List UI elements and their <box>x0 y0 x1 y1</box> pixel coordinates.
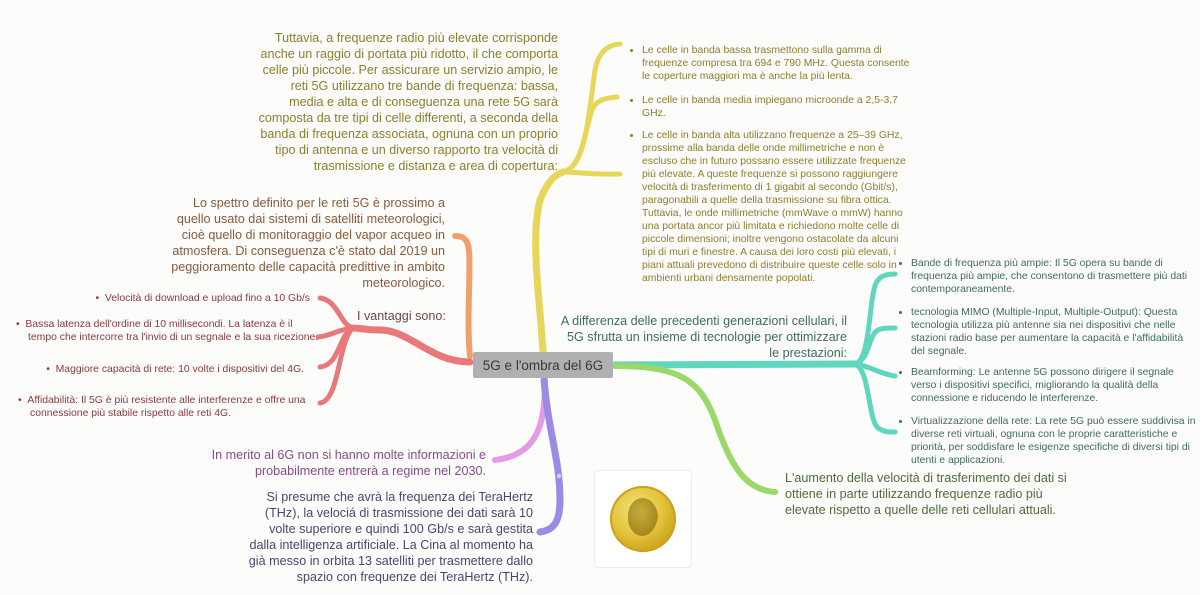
green-node[interactable] <box>785 470 1080 518</box>
image-node[interactable] <box>594 470 692 568</box>
purple-text: Si presume che avrà la frequenza dei TeraHertz (THz), la velociá di trasmissione dei dati sarà 10 volte superiore e quindi 100 Gb/s e sarà gestita dalla intelligenza artificiale. La Cina al momento ha già messo in orbita 13 satelliti per trasmettere dallo spazio con frequenze dei TeraHertz (THz). <box>248 490 533 584</box>
teal-item-beamforming[interactable]: Beamforming: Le antenne 5G possono dirigere il segnale verso i dispositivi specifici, migliorando la qualità della connessione e riducendo le interferenze. <box>897 366 1197 405</box>
red-bullet: • <box>46 364 56 375</box>
yellow-item-mid-band[interactable]: Le celle in banda media impiegano microonde a 2,5-3,7 GHz. <box>628 94 913 120</box>
advantages-label: I vantaggi sono: <box>357 309 446 323</box>
yellow-item-low-band[interactable]: Le celle in banda bassa trasmettono sulla gamma di frequenze compresa tra 694 e 790 MHz. Questa consente le coperture maggiori ma è anche la più lenta. <box>628 44 913 83</box>
yellow-items <box>628 44 913 285</box>
teal-item-virtualization[interactable]: Virtualizzazione della rete: La rete 5G può essere suddivisa in diverse reti virtuali, ognuna con le proprie caratteristiche e priorità, per soddisfare le esigenze specifiche di diversi tipi di utenti e applicazioni. <box>897 415 1197 467</box>
red-bullet: • <box>18 395 28 406</box>
red-label-node[interactable] <box>357 308 446 324</box>
teal-intro-node[interactable] <box>555 313 847 361</box>
red-item-reliability[interactable]: • Affidabilità: Il 5G è più resistente alle interferenze e offre una connessione più stabile rispetto alle reti 4G. <box>18 395 306 419</box>
red-bullet: • <box>95 293 105 304</box>
orange-text: Lo spettro definito per le reti 5G è prossimo a quello usato dai sistemi di satelliti meteorologici, cioè quello di monitoraggio del vapor acqueo in atmosfera. Di conseguenza c'è stato dal 2019 un peggioramento delle capacità predittive in ambito meteorologico. <box>171 196 445 290</box>
yellow-intro-node[interactable] <box>258 30 558 174</box>
teal-item-bandwidth[interactable]: Bande di frequenza più ampie: Il 5G opera su bande di frequenza più ampie, che consentono di trasmettere più dati contemporaneamente. <box>897 257 1197 296</box>
teal-intro-text: A differenza delle precedenti generazioni cellulari, il 5G sfrutta un insieme di tecnologie per ottimizzare le prestazioni: <box>560 314 847 360</box>
branch-pink <box>495 380 545 460</box>
root-label: 5G e l'ombra del 6G <box>482 357 604 373</box>
red-bullet: • <box>16 319 26 330</box>
branch-orange <box>455 236 470 356</box>
pink-node[interactable] <box>200 447 486 479</box>
yellow-item-high-band[interactable]: Le celle in banda alta utilizzano frequenze a 25–39 GHz, prossime alla banda delle onde millimetriche e non è escluso che in futuro possano essere utilizzate frequenze più elevate. A queste frequenze si possono raggiungere velocità di trasferimento di 1 gigabit al secondo (Gbit/s), paragonabili a quelle della trasmissione su fibra ottica. Tuttavia, le onde millimetriche (mmWave o mmW) hanno una portata ancor più limitata e richiedono molte celle di piccole dimensioni; inoltre vengono ostacolate da alcuni tipi di muri e finestre. A causa dei loro costi più elevati, i piani attuali prevedono di distribuire queste celle solo in ambienti urbani densamente popolati. <box>628 129 913 285</box>
red-item-capacity[interactable]: • Maggiore capacità di rete: 10 volte i dispositivi del 4G. <box>46 364 304 375</box>
branch-purple <box>540 380 561 532</box>
red-item-latency[interactable]: • Bassa latenza dell'ordine di 10 millisecondi. La latenza è il tempo che intercorre tra l'invio di un segnale e la sua ricezione. <box>16 319 319 343</box>
purple-node[interactable] <box>245 489 533 585</box>
gold-coin-portrait-image <box>610 486 676 552</box>
teal-items <box>897 257 1197 467</box>
teal-item-mimo[interactable]: tecnologia MIMO (Multiple-Input, Multiple-Output): Questa tecnologia utilizza più antenne sia nei dispositivi che nelle stazioni radio base per aumentare la capacità e l'affidabilità del segnale. <box>897 306 1197 358</box>
yellow-intro-text: Tuttavia, a frequenze radio più elevate corrisponde anche un raggio di portata più ridotto, il che comporta celle più piccole. Per assicurare un servizio ampio, le reti 5G utilizzano tre bande di frequenza: bassa, media e alta e di conseguenza una rete 5G sarà composta da tre tipi di celle differenti, a seconda della banda di frequenza associata, ognuna con un proprio tipo di antenna e un diverso rapporto tra velocità di trasmissione e distanza e area di copertura: <box>258 31 558 173</box>
red-item-speed[interactable]: • Velocità di download e upload fino a 10 Gb/s <box>95 293 310 304</box>
pink-text: In merito al 6G non si hanno molte informazioni e probabilmente entrerà a regime nel 2030. <box>211 448 486 478</box>
portrait-silhouette <box>628 498 658 536</box>
orange-node[interactable] <box>160 195 445 291</box>
green-text: L'aumento della velocità di trasferimento dei dati si ottiene in parte utilizzando frequenze radio più elevate rispetto a quelle delle reti cellulari attuali. <box>785 471 1067 517</box>
